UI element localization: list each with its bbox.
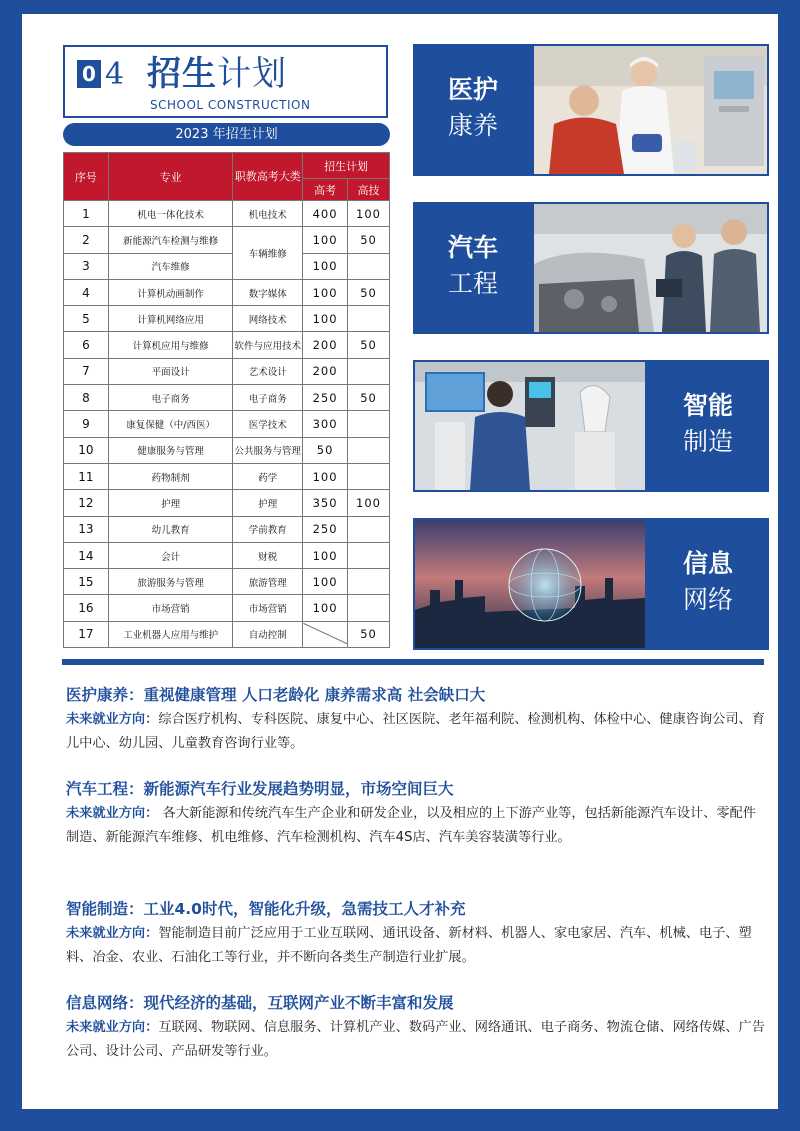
plan-title-bar: 2023 年招生计划 bbox=[63, 123, 390, 146]
section-text: 智能制造目前广泛应用于工业互联网、通讯设备、新材料、机器人、家电家居、汽车、机械、电子、塑料、冶金、农业、石油化工等行业，并不断向各类生产制造行业扩展。 bbox=[66, 926, 752, 965]
section-heading: 医护康养：重视健康管理 人口老龄化 康养需求高 社会缺口大 bbox=[66, 686, 486, 704]
header-major: 专业 bbox=[108, 153, 233, 201]
card-label bbox=[413, 230, 533, 302]
enrollment-table bbox=[63, 152, 390, 648]
cell-gaokao: 100 bbox=[303, 542, 348, 568]
cell-category: 财税 bbox=[233, 542, 303, 568]
table-row bbox=[64, 385, 390, 411]
cell-category: 车辆维修 bbox=[233, 227, 303, 280]
frame-top bbox=[0, 0, 800, 14]
table-row bbox=[64, 279, 390, 305]
table-row bbox=[64, 332, 390, 358]
cell-seq: 1 bbox=[64, 201, 109, 227]
section-text: 各大新能源和传统汽车生产企业和研发企业，以及相应的上下游产业等，包括新能源汽车设计、零配件制造、新能源汽车维修、机电维修、汽车检测机构、汽车4S店、汽车美容装潢等行业。 bbox=[66, 806, 756, 845]
cell-seq: 10 bbox=[64, 437, 109, 463]
table-row bbox=[64, 542, 390, 568]
table-row bbox=[64, 306, 390, 332]
cell-major: 康复保健（中/西医） bbox=[108, 411, 233, 437]
table-row bbox=[64, 595, 390, 621]
cell-major: 会计 bbox=[108, 542, 233, 568]
section-body bbox=[66, 802, 766, 850]
cell-major: 新能源汽车检测与维修 bbox=[108, 227, 233, 253]
cell-gaokao: 100 bbox=[303, 279, 348, 305]
section-medical bbox=[66, 684, 766, 756]
cell-category: 医学技术 bbox=[233, 411, 303, 437]
cell-major: 幼儿教育 bbox=[108, 516, 233, 542]
card-label bbox=[647, 546, 769, 618]
cell-seq: 9 bbox=[64, 411, 109, 437]
cell-major: 计算机网络应用 bbox=[108, 306, 233, 332]
cell-seq: 2 bbox=[64, 227, 109, 253]
table-row bbox=[64, 411, 390, 437]
section-number-box: 0 bbox=[77, 60, 101, 88]
section-heading: 信息网络：现代经济的基础，互联网产业不断丰富和发展 bbox=[66, 994, 454, 1012]
cell-seq: 12 bbox=[64, 490, 109, 516]
cell-gaokao: 50 bbox=[303, 437, 348, 463]
cell-gaokao: 100 bbox=[303, 569, 348, 595]
section-divider bbox=[62, 659, 764, 665]
cell-major: 平面设计 bbox=[108, 358, 233, 384]
auto-photo bbox=[534, 204, 767, 332]
page-subtitle-en: SCHOOL CONSTRUCTION bbox=[150, 98, 311, 112]
card-label bbox=[413, 72, 533, 144]
header-gaoji: 高技 bbox=[348, 179, 390, 201]
section-lead: 未来就业方向： bbox=[66, 1020, 159, 1035]
header-plan: 招生计划 bbox=[303, 153, 390, 179]
card-label-line2: 网络 bbox=[682, 585, 733, 614]
card-label-line1: 汽车 bbox=[447, 233, 498, 262]
cell-gaoji bbox=[348, 411, 390, 437]
card-medical bbox=[413, 44, 769, 176]
cell-seq: 4 bbox=[64, 279, 109, 305]
cell-category: 机电技术 bbox=[233, 201, 303, 227]
table-row bbox=[64, 490, 390, 516]
cell-gaoji bbox=[348, 569, 390, 595]
cell-major: 护理 bbox=[108, 490, 233, 516]
cell-gaokao: 200 bbox=[303, 358, 348, 384]
cell-seq: 11 bbox=[64, 463, 109, 489]
section-text: 互联网、物联网、信息服务、计算机产业、数码产业、网络通讯、电子商务、物流仓储、网络传媒、广告公司、设计公司、产品研发等行业。 bbox=[66, 1020, 765, 1059]
section-lead: 未来就业方向： bbox=[66, 712, 159, 727]
card-label-line2: 制造 bbox=[682, 427, 733, 456]
cell-gaoji bbox=[348, 253, 390, 279]
section-number-digit: 4 bbox=[105, 57, 125, 92]
cell-major: 工业机器人应用与维护 bbox=[108, 621, 233, 647]
card-network bbox=[413, 518, 769, 650]
cell-gaoji: 100 bbox=[348, 201, 390, 227]
header-seq: 序号 bbox=[64, 153, 109, 201]
cell-gaoji bbox=[348, 542, 390, 568]
cell-gaokao: 250 bbox=[303, 516, 348, 542]
cell-gaoji: 100 bbox=[348, 490, 390, 516]
cell-seq: 5 bbox=[64, 306, 109, 332]
card-label-line1: 医护 bbox=[447, 75, 498, 104]
manufacturing-photo bbox=[415, 362, 645, 490]
cell-gaokao: 350 bbox=[303, 490, 348, 516]
section-text: 综合医疗机构、专科医院、康复中心、社区医院、老年福利院、检测机构、体检中心、健康咨询公司、育儿中心、幼儿园、儿童教育咨询行业等。 bbox=[66, 712, 765, 751]
card-label-line2: 工程 bbox=[447, 269, 498, 298]
title-thin: 计划 bbox=[217, 54, 287, 94]
cell-gaoji bbox=[348, 306, 390, 332]
cell-category: 艺术设计 bbox=[233, 358, 303, 384]
header-category: 职教高考大类 bbox=[233, 153, 303, 201]
cell-gaokao: 200 bbox=[303, 332, 348, 358]
network-photo bbox=[415, 520, 645, 648]
cell-gaoji bbox=[348, 463, 390, 489]
cell-major: 计算机动画制作 bbox=[108, 279, 233, 305]
cell-gaoji: 50 bbox=[348, 385, 390, 411]
cell-major: 电子商务 bbox=[108, 385, 233, 411]
cell-seq: 7 bbox=[64, 358, 109, 384]
table-row bbox=[64, 253, 390, 279]
cell-gaoji bbox=[348, 437, 390, 463]
cell-gaokao: 400 bbox=[303, 201, 348, 227]
cell-gaokao: 300 bbox=[303, 411, 348, 437]
cell-gaoji bbox=[348, 595, 390, 621]
cell-gaoji bbox=[348, 516, 390, 542]
cell-gaokao: 100 bbox=[303, 306, 348, 332]
cell-seq: 8 bbox=[64, 385, 109, 411]
cell-major: 健康服务与管理 bbox=[108, 437, 233, 463]
cell-gaoji: 50 bbox=[348, 227, 390, 253]
section-lead: 未来就业方向： bbox=[66, 926, 159, 941]
page-title bbox=[147, 53, 287, 95]
card-label-line2: 康养 bbox=[447, 111, 498, 140]
header-gaokao: 高考 bbox=[303, 179, 348, 201]
section-lead: 未来就业方向： bbox=[66, 806, 159, 821]
frame-right bbox=[778, 0, 800, 1131]
cell-seq: 13 bbox=[64, 516, 109, 542]
section-body bbox=[66, 1016, 766, 1064]
table-row bbox=[64, 358, 390, 384]
cell-category: 旅游管理 bbox=[233, 569, 303, 595]
cell-gaokao: 100 bbox=[303, 227, 348, 253]
table-row bbox=[64, 437, 390, 463]
cell-category: 药学 bbox=[233, 463, 303, 489]
medical-photo bbox=[534, 46, 767, 174]
table-row bbox=[64, 201, 390, 227]
table-row bbox=[64, 569, 390, 595]
section-body bbox=[66, 708, 766, 756]
section-title-box bbox=[63, 45, 388, 118]
cell-category: 市场营销 bbox=[233, 595, 303, 621]
section-manufacturing bbox=[66, 898, 766, 970]
frame-bottom bbox=[0, 1109, 800, 1131]
cell-major: 市场营销 bbox=[108, 595, 233, 621]
cell-seq: 3 bbox=[64, 253, 109, 279]
cell-gaokao bbox=[303, 621, 348, 647]
card-label-line1: 智能 bbox=[682, 391, 733, 420]
section-network bbox=[66, 992, 766, 1064]
card-label bbox=[647, 388, 769, 460]
section-heading: 智能制造：工业4.0时代，智能化升级，急需技工人才补充 bbox=[66, 900, 466, 918]
cell-seq: 15 bbox=[64, 569, 109, 595]
cell-gaoji: 50 bbox=[348, 332, 390, 358]
cell-seq: 6 bbox=[64, 332, 109, 358]
cell-category: 学前教育 bbox=[233, 516, 303, 542]
card-manufacturing bbox=[413, 360, 769, 492]
cell-seq: 17 bbox=[64, 621, 109, 647]
cell-gaoji: 50 bbox=[348, 621, 390, 647]
cell-category: 护理 bbox=[233, 490, 303, 516]
card-label-line1: 信息 bbox=[682, 549, 733, 578]
cell-gaokao: 100 bbox=[303, 253, 348, 279]
cell-category: 电子商务 bbox=[233, 385, 303, 411]
cell-gaokao: 100 bbox=[303, 595, 348, 621]
cell-gaokao: 100 bbox=[303, 463, 348, 489]
section-auto bbox=[66, 778, 766, 850]
cell-major: 机电一体化技术 bbox=[108, 201, 233, 227]
title-bold: 招生 bbox=[147, 54, 217, 94]
cell-category: 数字媒体 bbox=[233, 279, 303, 305]
cell-major: 旅游服务与管理 bbox=[108, 569, 233, 595]
section-heading: 汽车工程：新能源汽车行业发展趋势明显，市场空间巨大 bbox=[66, 780, 454, 798]
section-body bbox=[66, 922, 766, 970]
frame-left bbox=[0, 0, 22, 1131]
cell-gaoji: 50 bbox=[348, 279, 390, 305]
cell-gaokao: 250 bbox=[303, 385, 348, 411]
table-row bbox=[64, 463, 390, 489]
card-auto bbox=[413, 202, 769, 334]
cell-seq: 16 bbox=[64, 595, 109, 621]
cell-category: 网络技术 bbox=[233, 306, 303, 332]
cell-category: 公共服务与管理 bbox=[233, 437, 303, 463]
cell-category: 自动控制 bbox=[233, 621, 303, 647]
cell-major: 计算机应用与维修 bbox=[108, 332, 233, 358]
table-row bbox=[64, 621, 390, 647]
cell-gaoji bbox=[348, 358, 390, 384]
cell-major: 药物制剂 bbox=[108, 463, 233, 489]
table-row bbox=[64, 227, 390, 253]
cell-major: 汽车维修 bbox=[108, 253, 233, 279]
table-row bbox=[64, 516, 390, 542]
cell-category: 软件与应用技术 bbox=[233, 332, 303, 358]
cell-seq: 14 bbox=[64, 542, 109, 568]
